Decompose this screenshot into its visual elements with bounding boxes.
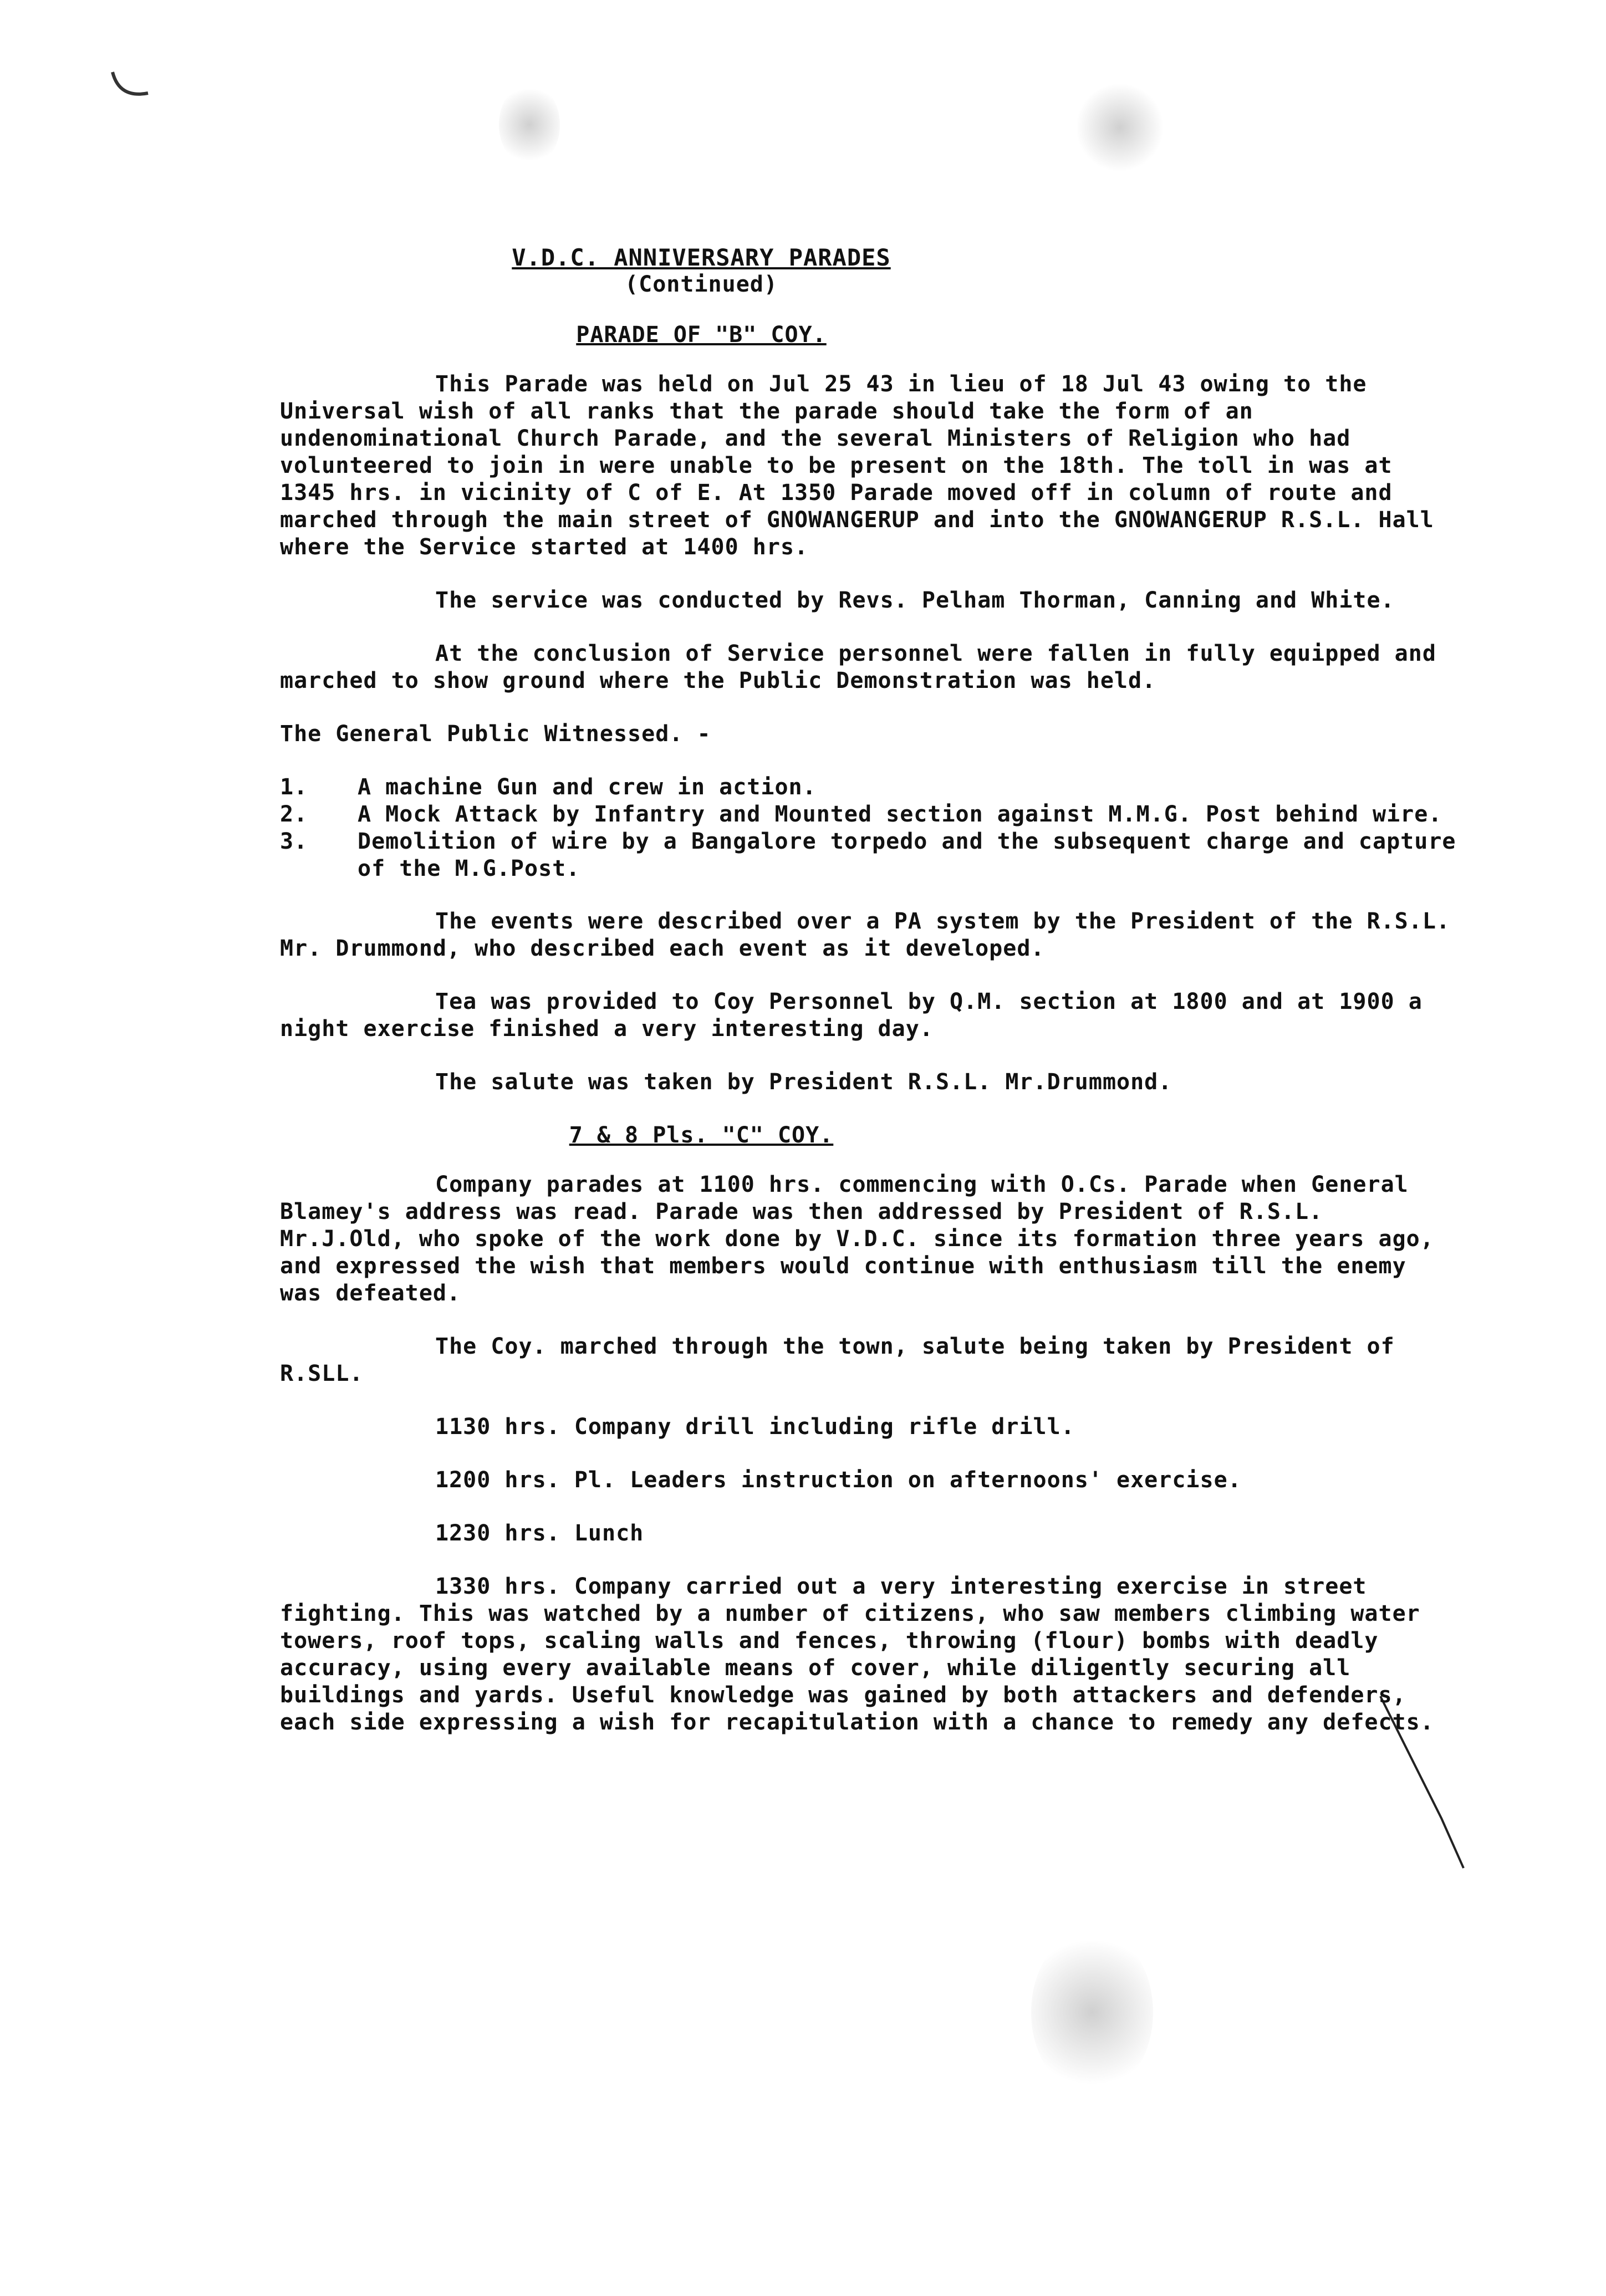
list-item (280, 828, 1461, 882)
events-list (280, 774, 1461, 882)
scan-blot (1031, 1929, 1153, 2095)
section-b-paragraph: At the conclusion of Service personnel were fallen in fully equipped and marched to show ground where the Public Demonstration was held. (280, 641, 1450, 693)
list-item-text: A Mock Attack by Infantry and Mounted section against M.M.G. Post behind wire. (358, 802, 1442, 827)
document-title-text: V.D.C. ANNIVERSARY PARADES (512, 244, 891, 271)
scan-blot (1075, 83, 1164, 172)
section-b-closing-paragraph: The salute was taken by President R.S.L. Mr.Drummond. (435, 1069, 1172, 1095)
section-b-paragraph: The service was conducted by Revs. Pelham Thorman, Canning and White. (435, 588, 1395, 613)
schedule-line: 1200 hrs. Pl. Leaders instruction on afternoons' exercise. (435, 1467, 1242, 1493)
document-body (280, 244, 1465, 1762)
list-item (280, 774, 1461, 801)
section-c-heading: 7 & 8 Pls. "C" COY. (569, 1123, 834, 1148)
scan-blot (499, 83, 560, 166)
section-c-paragraph: The Coy. marched through the town, salute being taken by President of R.SLL. (280, 1334, 1409, 1386)
list-item-number: 1. (280, 774, 308, 800)
punch-hole-mark (108, 67, 158, 105)
witnessed-intro: The General Public Witnessed. - (280, 721, 711, 747)
section-c-paragraph: Company parades at 1100 hrs. commencing with O.Cs. Parade when General Blamey's address was read. Parade was then addressed by President of R.S.L. Mr.J.Old, who spoke of the work done by V.D.C. since its formation three years ago, and expressed the wish that members would continue with enthusiasm till the enemy was defeated. (280, 1172, 1448, 1306)
schedule-line: 1230 hrs. Lunch (435, 1521, 644, 1546)
section-b-paragraph: This Parade was held on Jul 25 43 in lieu of 18 Jul 43 owing to the Universal wish of all ranks that the parade should take the form of an undenominational Church Parade, and the several Ministers of Religion who had volunteered to join in were unable to be present on the 18th. The toll in was at 1345 hrs. in vicinity of C of E. At 1350 Parade moved off in column of route and marched through the main street of GNOWANGERUP and into the GNOWANGERUP R.S.L. Hall where the Service started at 1400 hrs. (280, 371, 1448, 560)
section-b-closing-paragraph: The events were described over a PA system by the President of the R.S.L. Mr. Drummond, who described each event as it developed. (280, 909, 1465, 961)
list-item-text: A machine Gun and crew in action. (358, 774, 817, 800)
list-item-number: 3. (280, 829, 308, 854)
document-title (313, 244, 1089, 271)
section-b-heading: PARADE OF "B" COY. (576, 322, 827, 348)
list-item (280, 801, 1461, 828)
section-c-final-paragraph: 1330 hrs. Company carried out a very interesting exercise in street fighting. This was watched by a number of citizens, who saw members climbing water towers, roof tops, scaling walls and fences, throwing (flour) bombs with deadly accuracy, using every available means of cover, while diligently securing all buildings and yards. Useful knowledge was gained by both attackers and defenders, each side expressing a wish for recapitulation with a chance to remedy any defects. (280, 1574, 1434, 1735)
document-subtitle: (Continued) (625, 272, 778, 297)
list-item-text: Demolition of wire by a Bangalore torpedo and the subsequent charge and capture of the M.G.Post. (358, 829, 1456, 881)
schedule-line: 1130 hrs. Company drill including rifle drill. (435, 1414, 1075, 1440)
section-b-closing-paragraph: Tea was provided to Coy Personnel by Q.M. section at 1800 and at 1900 a night exercise finished a very interesting day. (280, 989, 1436, 1042)
list-item-number: 2. (280, 802, 308, 827)
